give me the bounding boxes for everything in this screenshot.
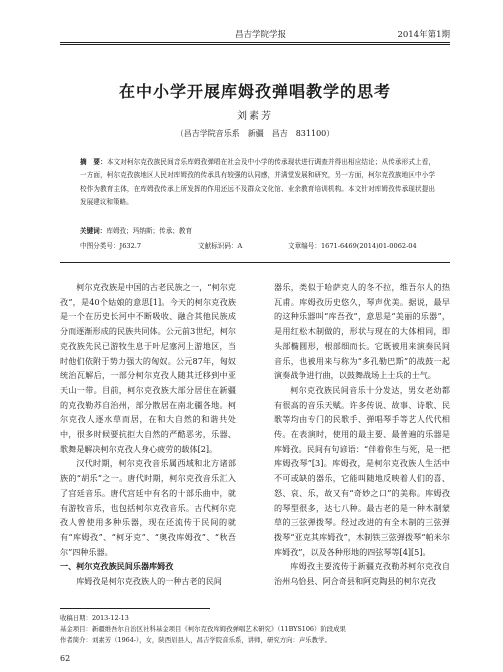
fund-info: 基金项目：新疆维吾尔自治区社科基金项目《柯尔克孜库姆孜弹唱艺术研究》（11BYS106）阶段成果: [60, 625, 346, 633]
body-paragraph: 器乐，类似于哈萨克人的冬不拉，维吾尔人的热瓦甫。库姆孜历史悠久，琴声优美。据说，最早的这种乐器叫“库吾孜”，意思是“美丽的乐器”，是用红松木制做的，形状与现在的大体相同，即头部椭圆形，根部细而长。它既被用来演奏民间音乐，也被用来与称为“多孔勒巴斯”的战鼓一起演奏战争进行曲，以鼓舞战场上士兵的士气。: [274, 282, 450, 381]
received-date: 收稿日期：2013-12-13: [60, 614, 129, 622]
body-column-right: [274, 280, 450, 589]
article-author: 刘素芳: [237, 111, 273, 122]
author-bio: 作者简介：刘素芳（1964-），女，陕西眉县人，昌吉学院音乐系，讲师，研究方向：声乐教学。: [60, 636, 331, 644]
keywords-label: 关键词：: [80, 227, 107, 235]
author-affiliation: （昌吉学院音乐系 新疆 昌吉 831100）: [175, 129, 335, 138]
journal-name: 昌吉学院学报: [235, 30, 287, 40]
running-header: [60, 26, 450, 40]
body-paragraph: 汉代时期，柯尔克孜音乐属西域和北方诸部族的“胡乐”之一。唐代时期，柯尔克孜音乐汇入了宫廷音乐。唐代宫廷中有名的十部乐曲中，就有游牧音乐，也包括柯尔克孜音乐。古代柯尔克孜人曾使用多种乐器，现在还流传于民间的就有“库姆孜”、“柯牙克”、“奥孜库姆孜”、“秋吾尔”四种乐器。: [60, 458, 236, 557]
body-column-left: [60, 280, 236, 589]
footnote-rule: [60, 608, 210, 609]
body-paragraph: 柯尔克孜族民间音乐十分发达，男女老幼都有很高的音乐天赋。许多传说、故事、诗歌、民歌等均由专门的民歌手、弹唱琴手等艺人代代相传。在表演时，使用的最主要、最普遍的乐器是库姆孜。民间有句谚语：“伴着你生与死，是一把库姆孜琴”[3]。库姆孜，是柯尔克孜族人生活中不可或缺的器乐，它能叫随地反映着人们的喜、怒、哀、乐，故又有“奇妙之口”的美称。库姆孜的琴型很多，达七八种。最古老的是一种木制蒙草的三弦弹拨琴。经过改进的有全木制的三弦弹拨琴“亚克其库姆孜”，木制铁三弦弹拨琴“帕米尔库姆孜”，以及各种形地的四弦琴等[4][5]。: [274, 384, 450, 557]
abstract: [80, 156, 435, 210]
article-title: 在中小学开展库姆孜弹唱教学的思考: [118, 82, 391, 101]
header-rule-thin: [60, 44, 450, 45]
body-paragraph: 柯尔克孜族是中国的古老民族之一，“柯尔克孜”，是40个姑娘的意思[1]。今天的柯尔克孜族是一个在历史长河中不断吸收、融合其他民族成分而逐渐形成的民族共同体。公元前3世纪，柯尔克孜族先民已游牧生息于叶尼塞河上游地区，当时他们依附于势力强大的匈奴。公元87年，匈奴统治瓦解后，一部分柯尔克孜人随其迁移到中亚天山一带。目前，柯尔克孜族大部分居住在新疆的克孜勒苏自治州，部分散居在南北疆各地。柯尔克孜人逐水草而居，在和大自然的和谐共处中，很多时候要抗拒大自然的严酷恶劣，乐器、歌舞是解决柯尔克孜人身心疲劳的载体[2]。: [60, 282, 236, 454]
abstract-rule: [60, 262, 450, 263]
section-heading: 一、柯尔克孜族民间乐器库姆孜: [60, 561, 174, 572]
page-number: 62: [60, 654, 71, 663]
document-code: 文献标识码：A: [198, 242, 243, 250]
body-paragraph: 库姆孜主要流传于新疆克孜勒苏柯尔克孜自治州乌恰县、阿合奇县和阿克陶县的柯尔克孜: [274, 561, 450, 587]
keywords: [80, 225, 435, 235]
article-number: 文章编号：1671-6469(2014)01-0062-04: [288, 242, 417, 250]
issue-label: 2014年第1期: [397, 30, 450, 40]
footnotes: [60, 613, 450, 646]
body-paragraph: 库姆孜是柯尔克孜族人的一种古老的民间: [76, 576, 222, 587]
abstract-label: 摘 要：: [80, 158, 107, 166]
keywords-text: 库姆孜；玛纳斯；传承；教育: [106, 227, 193, 235]
header-rule: [60, 42, 450, 43]
clc-number: 中图分类号：J632.7: [80, 242, 142, 250]
abstract-text: 本文对柯尔克孜族民间音乐库姆孜弹唱在社会及中小学的传承现状进行调查并得出相应结论；从传承形式上看，一方面，柯尔克孜族地区人民对库姆孜的传承具有较强的认同感，并满堂发展和研究，另一方面，柯尔克孜族地区中小学校作为教育主体，在库姆孜传承上所发挥的作用还远不及群众文化馆、业余教育培训机构。本文针对库姆孜传承现状提出发展建议和策略。: [80, 158, 436, 207]
